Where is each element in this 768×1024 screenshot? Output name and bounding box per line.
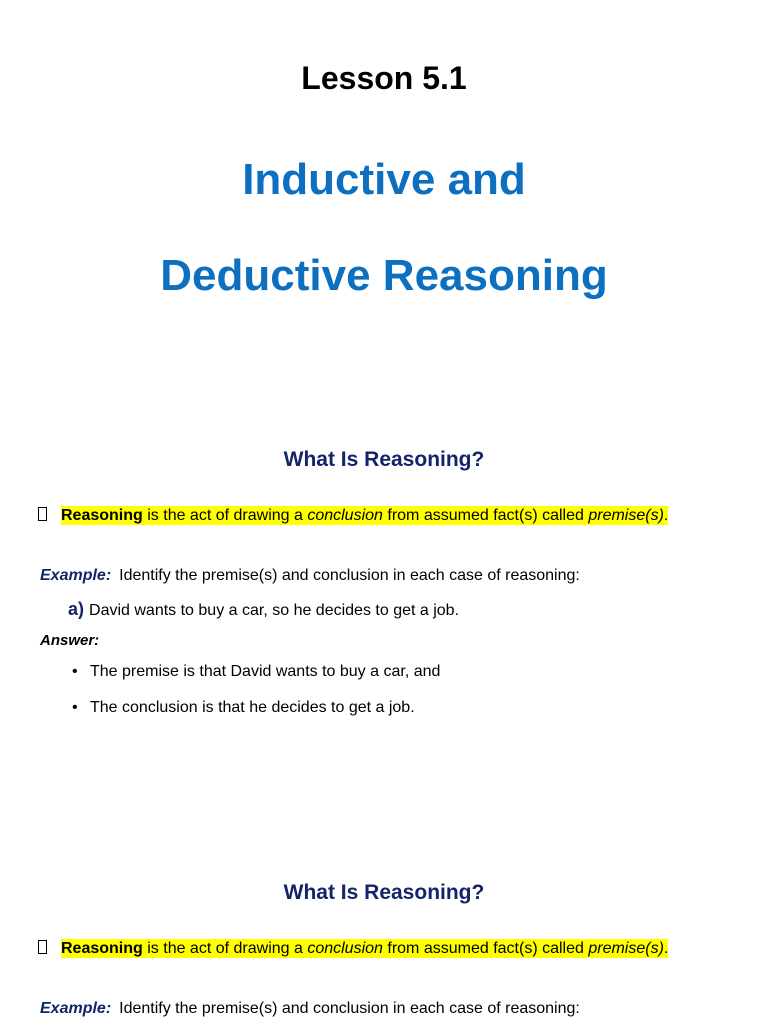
example-label: Example:: [40, 1000, 112, 1017]
definition-text: from assumed fact(s) called: [382, 940, 589, 957]
definition-end: .: [663, 940, 669, 957]
example-text: Identify the premise(s) and conclusion in each case of reasoning:: [119, 567, 580, 584]
list-item: [72, 697, 415, 719]
example-text: Identify the premise(s) and conclusion in each case of reasoning:: [119, 1000, 580, 1017]
example-line: [40, 998, 580, 1020]
example-label: Example:: [40, 567, 112, 584]
definition-highlight: [61, 939, 668, 958]
section-heading: What Is Reasoning?: [283, 881, 485, 904]
bullet-text: The premise is that David wants to buy a car, and: [90, 663, 441, 680]
bullet-text: The conclusion is that he decides to get a job.: [90, 699, 415, 716]
list-item: [72, 661, 440, 683]
example-line: [40, 565, 580, 587]
definition-text: is the act of drawing a: [142, 940, 308, 957]
definition-end: .: [663, 507, 669, 524]
premise-word: premise(s): [588, 940, 664, 957]
case-text: David wants to buy a car, so he decides to get a job.: [89, 602, 460, 619]
premise-word: premise(s): [588, 507, 664, 524]
definition-highlight: [61, 506, 668, 525]
definition-text: is the act of drawing a: [142, 507, 308, 524]
answer-label: Answer:: [40, 632, 100, 649]
definition-line: [38, 938, 668, 960]
case-a-line: [68, 598, 459, 622]
definition-line: [38, 505, 668, 527]
definition-text: from assumed fact(s) called: [382, 507, 589, 524]
case-letter: a): [68, 599, 85, 619]
definition-term: Reasoning: [61, 940, 143, 957]
bullet-dot-icon: •: [72, 663, 78, 680]
main-title-line1: Inductive and: [242, 155, 526, 204]
conclusion-word: conclusion: [307, 940, 383, 957]
conclusion-word: conclusion: [307, 507, 383, 524]
checkbox-bullet-icon: [38, 940, 47, 954]
section-heading: What Is Reasoning?: [283, 448, 485, 471]
main-title-line2: Deductive Reasoning: [160, 251, 608, 300]
definition-term: Reasoning: [61, 507, 143, 524]
checkbox-bullet-icon: [38, 507, 47, 521]
bullet-dot-icon: •: [72, 699, 78, 716]
lesson-title: Lesson 5.1: [301, 60, 467, 96]
